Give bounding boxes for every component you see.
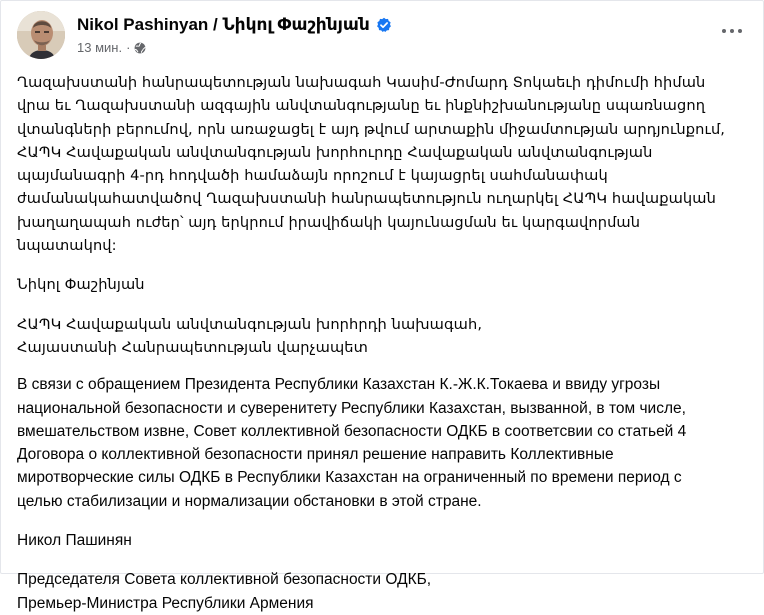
russian-title-line: Председателя Совета коллективной безопасности ОДКБ, (17, 571, 432, 589)
russian-statement-line: вмешательством извне, Совет коллективной безопасности ОДКБ в соответсвии со статьей 4 (17, 422, 687, 440)
russian-statement-line: целью стабилизации и нормализации обстановки в этой стране. (17, 492, 482, 510)
post-meta (77, 40, 146, 55)
russian-statement-line: национальной безопасности и суверенитету Республики Казахстан, вызванной, в том числе, (17, 399, 686, 417)
more-options-dot (738, 29, 742, 33)
more-options-dot (722, 29, 726, 33)
paragraph-gap (17, 359, 749, 373)
avatar-photo (17, 11, 65, 59)
armenian-statement-line: ժամանակահատվածով Ղազախստանի հանրապետություն ուղարկել ՀԱՊԿ հավաքական (17, 190, 716, 208)
armenian-statement-line: վրա եւ Ղազախստանի ազգային անվտանգությանը եւ ինքնիշխանությանը սպառնացող (17, 97, 706, 115)
paragraph-gap (17, 297, 749, 313)
armenian-signature: Նիկոլ Փաշինյան (17, 276, 145, 294)
paragraph-gap (17, 257, 749, 273)
paragraph-gap (17, 552, 749, 568)
armenian-statement-line: խաղաղապահ ուժեր՝ այդ երկրում իրավիճակի կայունացման եւ կարգավորման (17, 213, 641, 231)
verified-badge-icon (376, 17, 392, 33)
meta-separator: · (126, 40, 131, 55)
post-content (17, 71, 749, 615)
armenian-title-line: ՀԱՊԿ Հավաքական անվտանգության խորհրդի նախագահ, (17, 315, 483, 333)
author-name-text[interactable]: Nikol Pashinyan / Նիկոլ Փաշինյան (77, 15, 370, 34)
more-options-dot (730, 29, 734, 33)
armenian-statement-line: նպատակով: (17, 237, 117, 255)
author-avatar[interactable] (17, 11, 65, 59)
armenian-statement-line: Ղազախստանի հանրապետության նախագահ Կասիմ-Ժոմարդ Տոկաեւի դիմումի հիման (17, 74, 706, 91)
armenian-statement-line: վտանգների բերումով, որն առաջացել է այդ թվում արտաքին միջամտության արդյունքում, (17, 120, 726, 138)
paragraph-gap (17, 513, 749, 529)
russian-title-line: Премьер-Министра Республики Армения (17, 594, 314, 612)
globe-icon[interactable] (134, 42, 146, 54)
author-name[interactable] (77, 15, 392, 35)
russian-signature: Никол Пашинян (17, 532, 132, 550)
armenian-title-line: Հայաստանի Հանրապետության վարչապետ (17, 338, 368, 356)
armenian-statement-line: պայմանագրի 4-րդ հոդվածի համաձայն որոշում է կայացրել սահմանափակ (17, 167, 608, 185)
russian-statement-line: Договора о коллективной безопасности принял решение направить Коллективные (17, 446, 614, 464)
more-options-button[interactable] (717, 21, 747, 41)
russian-statement-line: миротворческие силы ОДКБ в Республики Казахстан на ограниченный по времени период с (17, 469, 682, 487)
post-timestamp[interactable]: 13 мин. (77, 40, 123, 55)
post-header (17, 11, 747, 63)
russian-statement-line: В связи с обращением Президента Республики Казахстан К.-Ж.К.Токаева и ввиду угрозы (17, 376, 661, 394)
armenian-statement-line: ՀԱՊԿ Հավաքական անվտանգության խորհուրդը Հավաքական անվտանգության (17, 143, 653, 161)
